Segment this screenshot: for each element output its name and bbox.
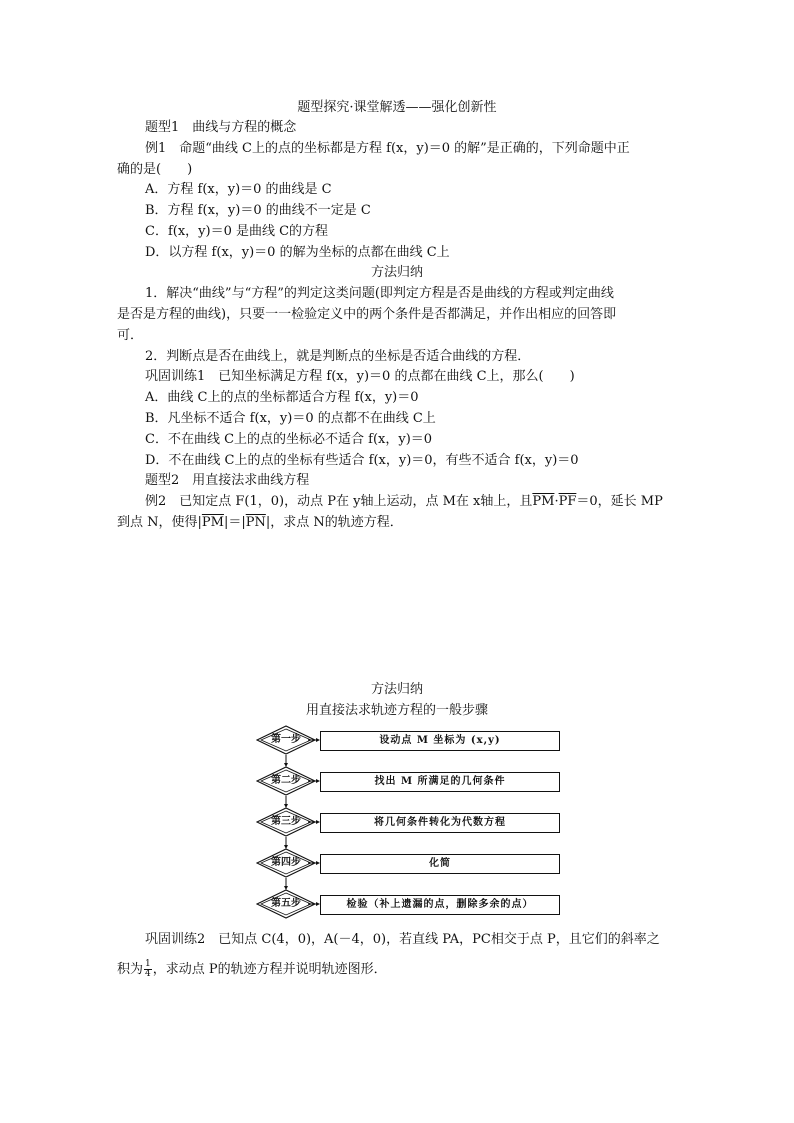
- example2-text-a: 例2 已知定点 F(1，0)，动点 P在 y轴上运动，点 M在 x轴上，且: [145, 494, 533, 509]
- section-title: 题型探究·课堂解透——强化创新性: [297, 100, 497, 115]
- practice1-option-c: C．不在曲线 C上的点的坐标必不适合 f(x，y)＝0: [145, 432, 433, 447]
- arrow-right: [308, 862, 320, 864]
- practice1-stem: 巩固训练1 已知坐标满足方程 f(x，y)＝0 的点都在曲线 C上，那么( ): [145, 369, 575, 384]
- step-diamond: [256, 889, 316, 919]
- dot-operator: ·: [554, 494, 559, 509]
- flow-step-4: [250, 848, 570, 878]
- step-label: 第五步: [271, 898, 301, 909]
- example2-text-d: |＝|: [223, 515, 246, 530]
- option-a: A．方程 f(x，y)＝0 的曲线是 C: [145, 182, 332, 197]
- vector-pm-2: $\overline{PM}$: [201, 515, 224, 530]
- arrow-right: [308, 739, 320, 741]
- vector-pm: $\overline{PM}$: [532, 494, 555, 509]
- step-label: 第三步: [271, 816, 301, 827]
- example1-stem-cont: 确的是( ): [117, 162, 193, 177]
- fraction-one-quarter: [144, 960, 152, 979]
- practice1-option-a: A．曲线 C上的点的坐标都适合方程 f(x，y)＝0: [145, 390, 419, 405]
- method1-para1-line2: 是否是方程的曲线)，只要一一检验定义中的两个条件是否都满足，并作出相应的回答即: [117, 307, 617, 322]
- example1-stem: 例1 命题“曲线 C上的点的坐标都是方程 f(x，y)＝0 的解”是正确的，下列命题中正: [145, 141, 630, 156]
- method-subtitle-2: 用直接法求轨迹方程的一般步骤: [305, 703, 488, 718]
- flow-step-2: [250, 766, 570, 796]
- method-title-2: 方法归纳: [370, 682, 423, 697]
- example2-text-e: |，求点 N的轨迹方程．: [265, 515, 403, 530]
- example2-text-b: ＝0，延长 MP: [576, 494, 663, 509]
- arrow-right: [308, 821, 320, 823]
- type1-heading: 题型1 曲线与方程的概念: [145, 120, 297, 135]
- step-diamond: [256, 807, 316, 837]
- method1-para1-line3: 可．: [117, 328, 144, 343]
- step-label: 第四步: [271, 857, 301, 868]
- example2-line2: [117, 513, 403, 533]
- step-label: 第一步: [271, 734, 301, 745]
- fraction-denominator: 4: [145, 969, 151, 979]
- fraction-numerator: 1: [145, 959, 151, 969]
- vector-pf: $\overline{PF}$: [558, 494, 577, 509]
- step-label: 第二步: [271, 775, 301, 786]
- arrow-right: [308, 903, 320, 905]
- step-box: 将几何条件转化为代数方程: [320, 813, 560, 833]
- practice2-text-b: ，求动点 P的轨迹方程并说明轨迹图形．: [152, 962, 387, 977]
- steps-flowchart: [250, 725, 570, 925]
- step-box: 检验（补上遗漏的点，删除多余的点）: [320, 895, 560, 915]
- flow-step-1: [250, 725, 570, 755]
- flow-step-5: [250, 889, 570, 919]
- option-c: C．f(x，y)＝0 是曲线 C的方程: [145, 224, 329, 239]
- step-box: 化简: [320, 854, 560, 874]
- flow-step-3: [250, 807, 570, 837]
- arrow-right: [308, 780, 320, 782]
- type2-heading: 题型2 用直接法求曲线方程: [145, 473, 310, 488]
- option-b: B．方程 f(x，y)＝0 的曲线不一定是 C: [145, 203, 371, 218]
- step-box: 设动点 M 坐标为 (x,y): [320, 731, 560, 751]
- practice1-option-b: B．凡坐标不适合 f(x，y)＝0 的点都不在曲线 C上: [145, 411, 436, 426]
- method1-para1-line1: 1．解决“曲线”与“方程”的判定这类问题(即判定方程是否是曲线的方程或判定曲线: [145, 286, 614, 301]
- step-diamond: [256, 848, 316, 878]
- example2-line1: [145, 492, 663, 512]
- vector-pn: $\overline{PN}$: [245, 515, 266, 530]
- step-box: 找出 M 所满足的几何条件: [320, 772, 560, 792]
- practice1-option-d: D．不在曲线 C上的点的坐标有些适合 f(x，y)＝0，有些不适合 f(x，y)＝0: [145, 453, 579, 468]
- method-title-1: 方法归纳: [370, 265, 423, 280]
- option-d: D．以方程 f(x，y)＝0 的解为坐标的点都在曲线 C上: [145, 245, 450, 260]
- example2-text-c: 到点 N，使得|: [117, 515, 202, 530]
- practice2-text-a: 积为: [117, 962, 144, 977]
- practice2-line1: 巩固训练2 已知点 C(4，0)，A(－4，0)，若直线 PA，PC相交于点 P，且它们的斜率之: [145, 932, 660, 947]
- practice2-line2: [117, 960, 387, 980]
- step-diamond: [256, 766, 316, 796]
- step-diamond: [256, 725, 316, 755]
- method1-para2: 2．判断点是否在曲线上，就是判断点的坐标是否适合曲线的方程．: [145, 349, 531, 364]
